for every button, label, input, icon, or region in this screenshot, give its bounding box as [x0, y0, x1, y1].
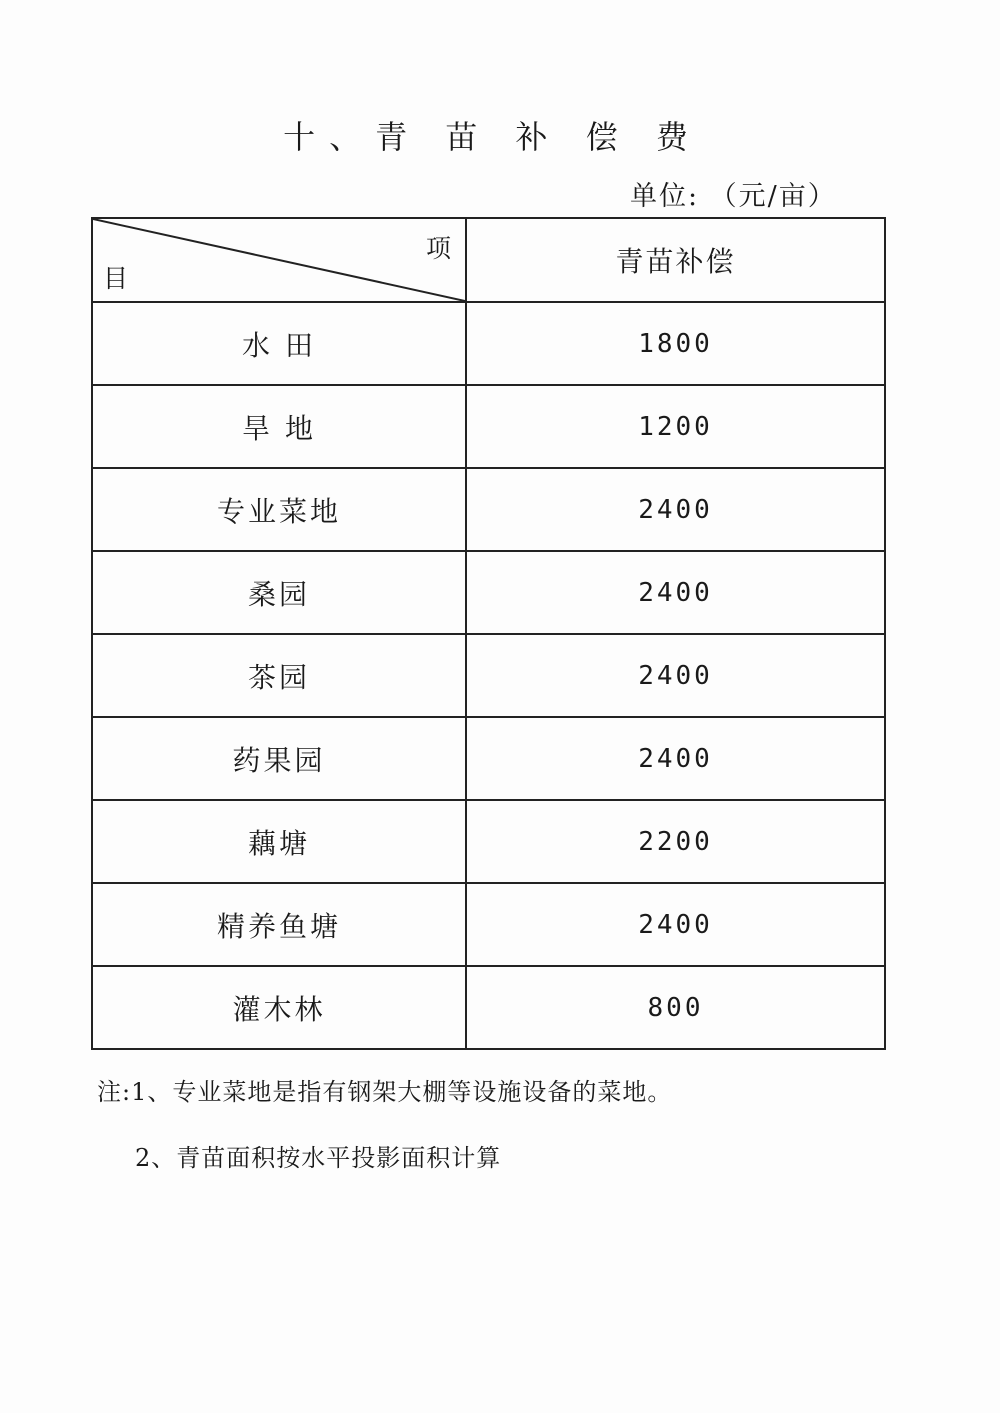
row-category: 专业菜地 — [92, 468, 466, 551]
table-row — [92, 551, 885, 634]
header-category-label: 目 — [103, 264, 129, 293]
table-row — [92, 800, 885, 883]
compensation-table — [91, 217, 886, 1050]
row-category: 精养鱼塘 — [92, 883, 466, 966]
table-row — [92, 385, 885, 468]
row-category: 茶园 — [92, 634, 466, 717]
header-compensation: 青苗补偿 — [466, 218, 885, 302]
row-value: 1800 — [466, 302, 885, 385]
row-category: 药果园 — [92, 717, 466, 800]
table-row — [92, 883, 885, 966]
row-value: 2400 — [466, 717, 885, 800]
row-category: 灌木林 — [92, 966, 466, 1049]
row-category: 藕塘 — [92, 800, 466, 883]
table-row — [92, 302, 885, 385]
row-value: 2400 — [466, 634, 885, 717]
header-item-label: 项 — [425, 234, 451, 263]
note-2: 2、青苗面积按水平投影面积计算 — [135, 1144, 502, 1172]
diagonal-header-cell — [92, 218, 466, 302]
row-value: 2200 — [466, 800, 885, 883]
table-header-row — [92, 218, 885, 302]
row-category: 水 田 — [92, 302, 466, 385]
diagonal-divider — [93, 219, 465, 301]
table-row — [92, 966, 885, 1049]
unit-label: 单位: （元/亩） — [630, 181, 837, 212]
note-1: 注:1、专业菜地是指有钢架大棚等设施设备的菜地。 — [97, 1078, 673, 1106]
row-value: 2400 — [466, 551, 885, 634]
table-row — [92, 468, 885, 551]
row-value: 2400 — [466, 468, 885, 551]
row-value: 800 — [466, 966, 885, 1049]
row-category: 旱 地 — [92, 385, 466, 468]
row-value: 2400 — [466, 883, 885, 966]
document-title: 十、青 苗 补 偿 费 — [283, 118, 702, 156]
table-row — [92, 717, 885, 800]
row-value: 1200 — [466, 385, 885, 468]
table-row — [92, 634, 885, 717]
row-category: 桑园 — [92, 551, 466, 634]
